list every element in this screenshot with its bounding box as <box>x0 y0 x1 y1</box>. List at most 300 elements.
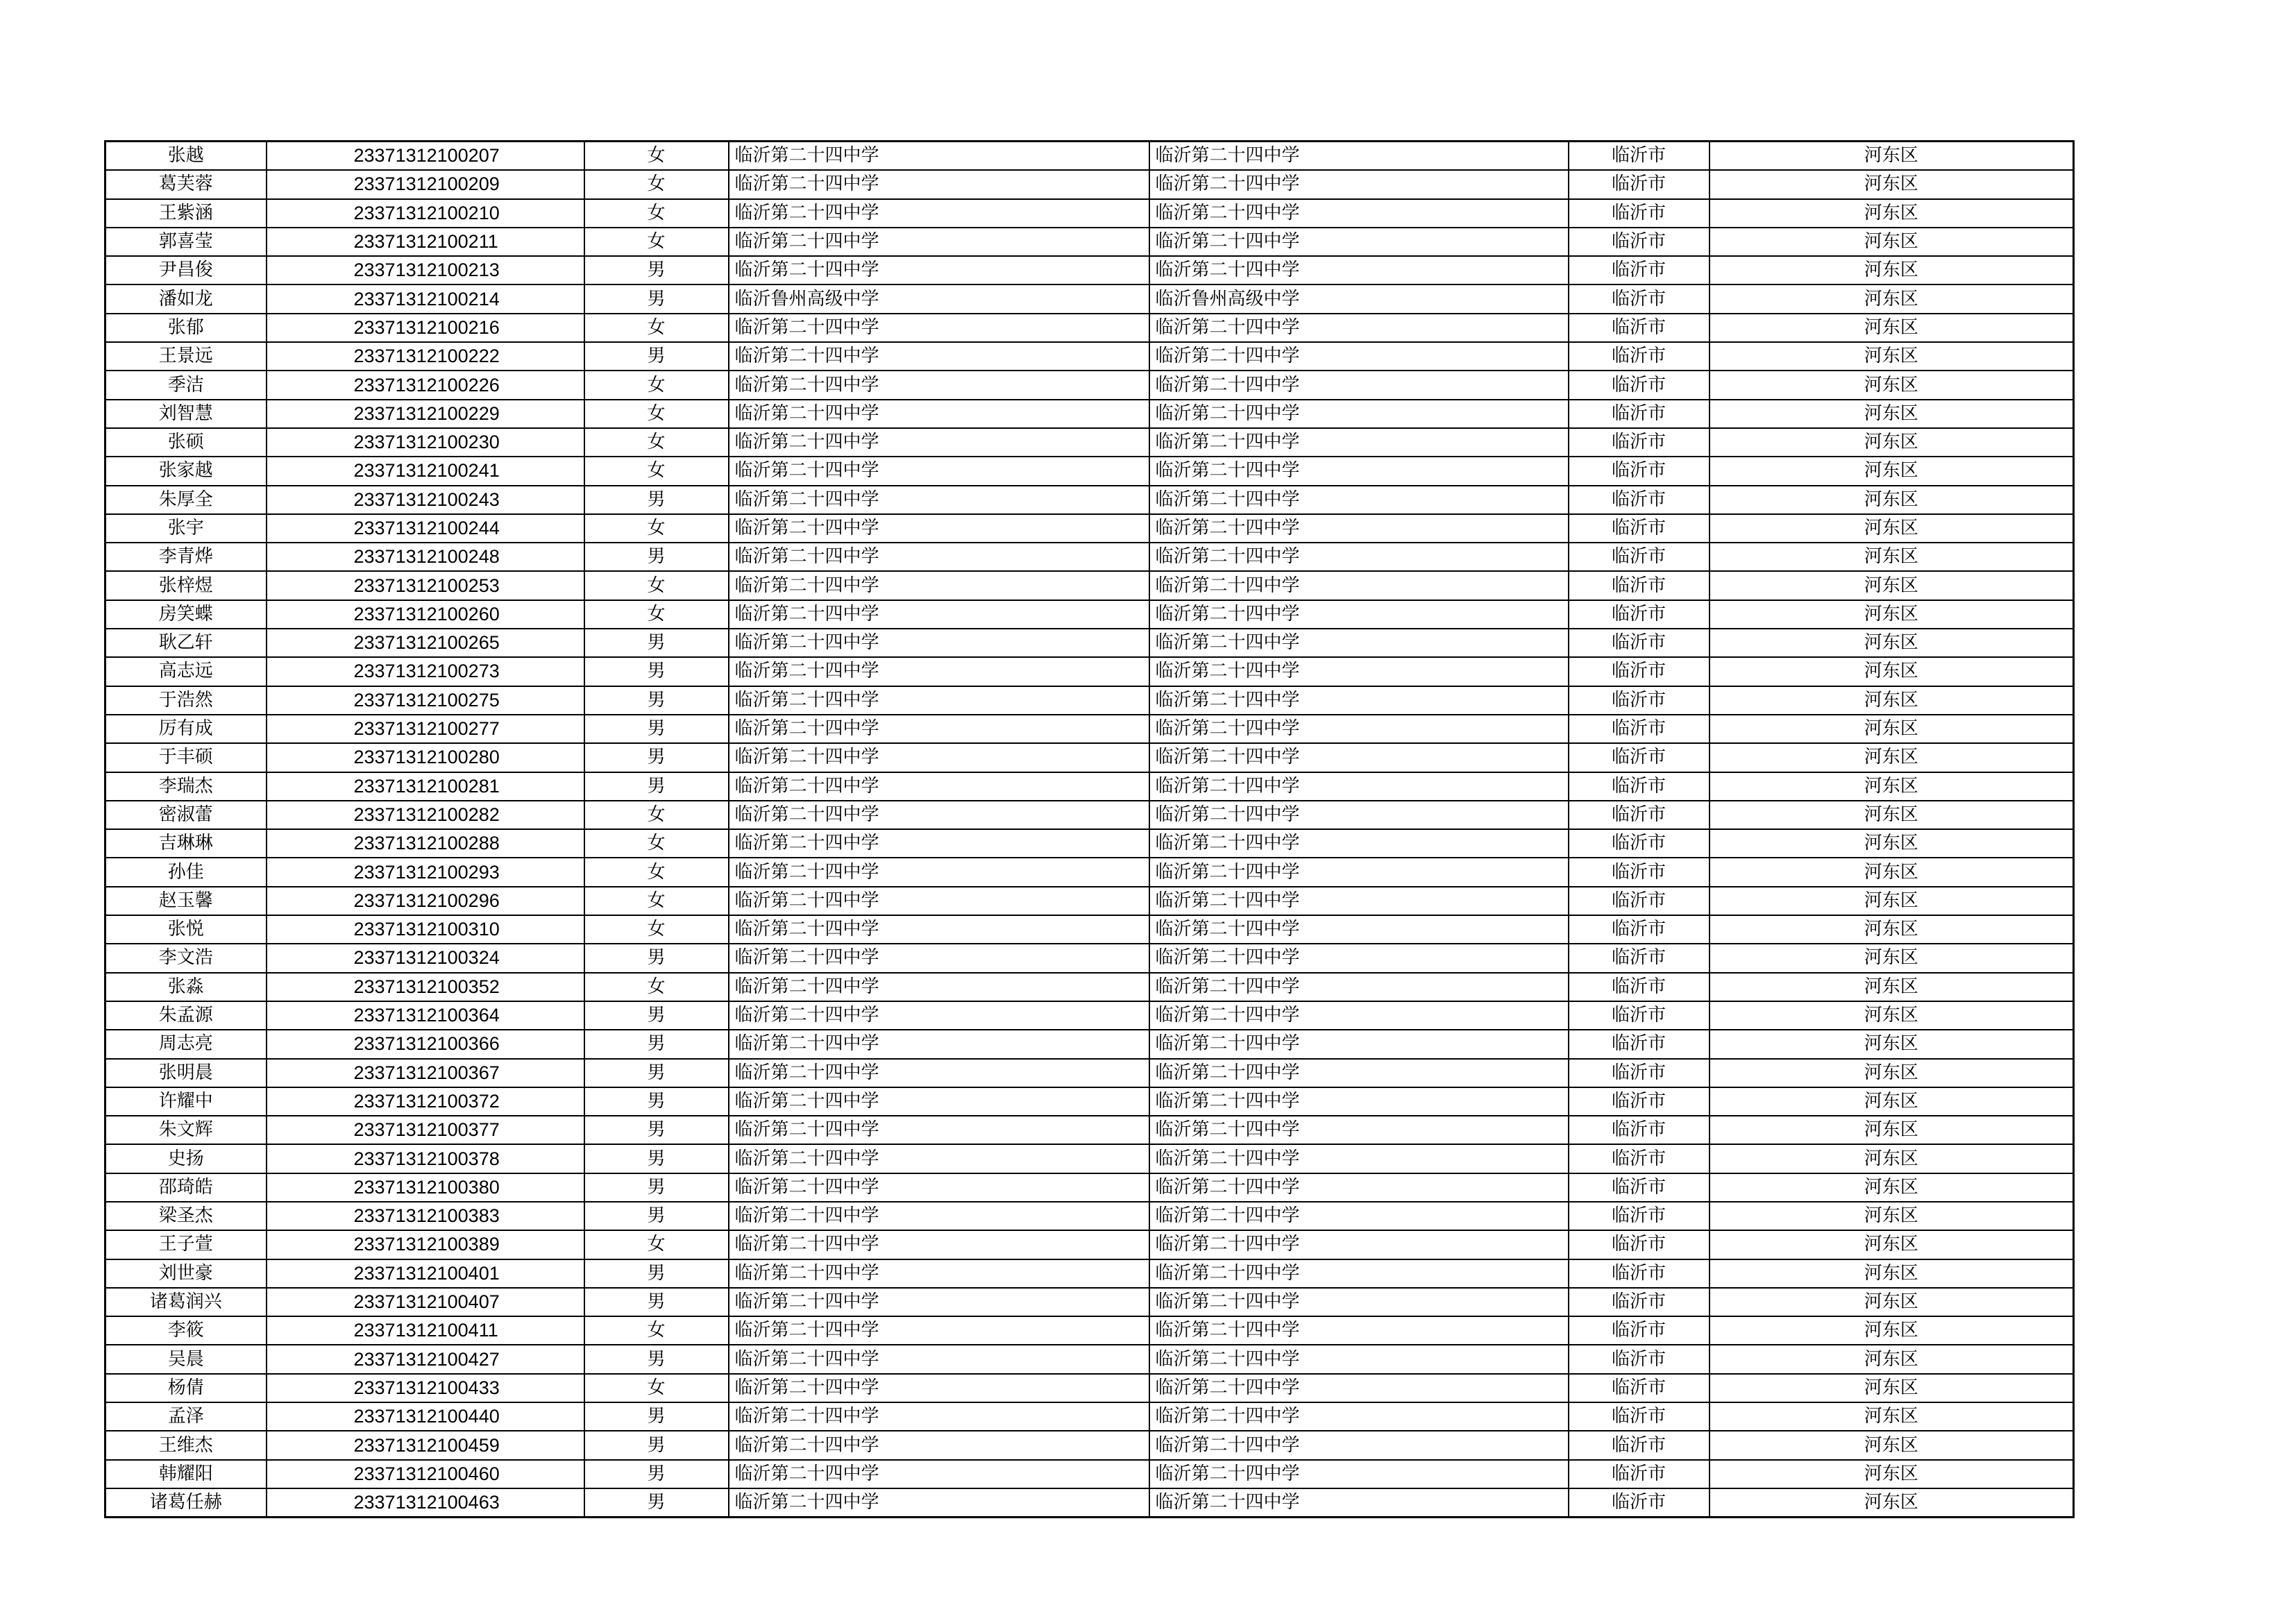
school-cell: 临沂第二十四中学 <box>729 1001 1149 1030</box>
school-secondary-cell: 临沂第二十四中学 <box>1149 944 1569 972</box>
school-secondary-cell: 临沂第二十四中学 <box>1149 973 1569 1001</box>
school-cell: 临沂第二十四中学 <box>729 1345 1149 1373</box>
student-name-cell: 张越 <box>105 142 267 171</box>
student-name-cell: 赵玉馨 <box>105 887 267 915</box>
school-cell: 临沂第二十四中学 <box>729 314 1149 342</box>
district-cell: 河东区 <box>1710 743 2074 772</box>
city-cell: 临沂市 <box>1569 686 1710 715</box>
student-name-cell: 诸葛润兴 <box>105 1288 267 1316</box>
district-cell: 河东区 <box>1710 342 2074 371</box>
city-cell: 临沂市 <box>1569 1116 1710 1144</box>
student-name-cell: 张硕 <box>105 428 267 457</box>
city-cell: 临沂市 <box>1569 887 1710 915</box>
gender-cell: 男 <box>584 342 729 371</box>
school-secondary-cell: 临沂第二十四中学 <box>1149 428 1569 457</box>
school-secondary-cell: 临沂第二十四中学 <box>1149 629 1569 657</box>
school-secondary-cell: 临沂第二十四中学 <box>1149 170 1569 198</box>
student-name-cell: 张明晨 <box>105 1059 267 1087</box>
gender-cell: 男 <box>584 1402 729 1431</box>
student-name-cell: 王维杰 <box>105 1431 267 1459</box>
student-name-cell: 张悦 <box>105 915 267 944</box>
exam-id-cell: 23371312100310 <box>267 915 584 944</box>
school-secondary-cell: 临沂鲁州高级中学 <box>1149 284 1569 313</box>
district-cell: 河东区 <box>1710 1059 2074 1087</box>
school-secondary-cell: 临沂第二十四中学 <box>1149 858 1569 886</box>
gender-cell: 男 <box>584 256 729 284</box>
exam-id-cell: 23371312100248 <box>267 543 584 571</box>
district-cell: 河东区 <box>1710 428 2074 457</box>
school-cell: 临沂第二十四中学 <box>729 686 1149 715</box>
gender-cell: 女 <box>584 314 729 342</box>
city-cell: 临沂市 <box>1569 1374 1710 1402</box>
student-name-cell: 房笑蝶 <box>105 600 267 629</box>
exam-id-cell: 23371312100222 <box>267 342 584 371</box>
table-row <box>105 1030 2074 1058</box>
city-cell: 临沂市 <box>1569 1230 1710 1259</box>
city-cell: 临沂市 <box>1569 1173 1710 1202</box>
exam-id-cell: 23371312100352 <box>267 973 584 1001</box>
exam-id-cell: 23371312100282 <box>267 801 584 829</box>
school-secondary-cell: 临沂第二十四中学 <box>1149 829 1569 858</box>
table-row <box>105 1087 2074 1116</box>
student-name-cell: 季洁 <box>105 371 267 399</box>
school-secondary-cell: 临沂第二十四中学 <box>1149 1345 1569 1373</box>
school-cell: 临沂第二十四中学 <box>729 571 1149 600</box>
school-cell: 临沂第二十四中学 <box>729 400 1149 428</box>
district-cell: 河东区 <box>1710 284 2074 313</box>
student-name-cell: 耿乙轩 <box>105 629 267 657</box>
school-secondary-cell: 临沂第二十四中学 <box>1149 657 1569 686</box>
exam-id-cell: 23371312100463 <box>267 1488 584 1518</box>
exam-id-cell: 23371312100241 <box>267 457 584 485</box>
district-cell: 河东区 <box>1710 1460 2074 1488</box>
gender-cell: 女 <box>584 228 729 256</box>
district-cell: 河东区 <box>1710 1030 2074 1058</box>
district-cell: 河东区 <box>1710 829 2074 858</box>
city-cell: 临沂市 <box>1569 1087 1710 1116</box>
district-cell: 河东区 <box>1710 772 2074 801</box>
exam-id-cell: 23371312100226 <box>267 371 584 399</box>
school-secondary-cell: 临沂第二十四中学 <box>1149 371 1569 399</box>
district-cell: 河东区 <box>1710 801 2074 829</box>
gender-cell: 男 <box>584 629 729 657</box>
student-name-cell: 朱文辉 <box>105 1116 267 1144</box>
school-secondary-cell: 临沂第二十四中学 <box>1149 801 1569 829</box>
gender-cell: 男 <box>584 1173 729 1202</box>
school-secondary-cell: 临沂第二十四中学 <box>1149 342 1569 371</box>
district-cell: 河东区 <box>1710 1488 2074 1518</box>
school-cell: 临沂鲁州高级中学 <box>729 284 1149 313</box>
district-cell: 河东区 <box>1710 657 2074 686</box>
district-cell: 河东区 <box>1710 1374 2074 1402</box>
gender-cell: 男 <box>584 657 729 686</box>
gender-cell: 男 <box>584 1001 729 1030</box>
city-cell: 临沂市 <box>1569 915 1710 944</box>
school-cell: 临沂第二十四中学 <box>729 428 1149 457</box>
school-cell: 临沂第二十四中学 <box>729 1230 1149 1259</box>
school-secondary-cell: 临沂第二十四中学 <box>1149 256 1569 284</box>
exam-id-cell: 23371312100244 <box>267 514 584 543</box>
city-cell: 临沂市 <box>1569 1144 1710 1173</box>
gender-cell: 男 <box>584 1116 729 1144</box>
school-secondary-cell: 临沂第二十四中学 <box>1149 1460 1569 1488</box>
gender-cell: 女 <box>584 1316 729 1345</box>
district-cell: 河东区 <box>1710 1402 2074 1431</box>
table-row <box>105 600 2074 629</box>
school-secondary-cell: 临沂第二十四中学 <box>1149 457 1569 485</box>
school-cell: 临沂第二十四中学 <box>729 228 1149 256</box>
school-secondary-cell: 临沂第二十四中学 <box>1149 1059 1569 1087</box>
city-cell: 临沂市 <box>1569 284 1710 313</box>
table-row <box>105 199 2074 228</box>
school-secondary-cell: 临沂第二十四中学 <box>1149 314 1569 342</box>
district-cell: 河东区 <box>1710 1288 2074 1316</box>
student-name-cell: 许耀中 <box>105 1087 267 1116</box>
school-cell: 临沂第二十四中学 <box>729 256 1149 284</box>
student-name-cell: 梁圣杰 <box>105 1202 267 1230</box>
exam-id-cell: 23371312100380 <box>267 1173 584 1202</box>
gender-cell: 男 <box>584 686 729 715</box>
school-secondary-cell: 临沂第二十四中学 <box>1149 686 1569 715</box>
gender-cell: 女 <box>584 829 729 858</box>
district-cell: 河东区 <box>1710 571 2074 600</box>
city-cell: 临沂市 <box>1569 400 1710 428</box>
table-row <box>105 973 2074 1001</box>
gender-cell: 男 <box>584 1431 729 1459</box>
school-secondary-cell: 临沂第二十四中学 <box>1149 1374 1569 1402</box>
gender-cell: 女 <box>584 514 729 543</box>
gender-cell: 女 <box>584 199 729 228</box>
table-row <box>105 1374 2074 1402</box>
school-cell: 临沂第二十四中学 <box>729 1402 1149 1431</box>
city-cell: 临沂市 <box>1569 199 1710 228</box>
gender-cell: 女 <box>584 600 729 629</box>
school-cell: 临沂第二十四中学 <box>729 486 1149 514</box>
table-row <box>105 142 2074 171</box>
table-row <box>105 801 2074 829</box>
exam-id-cell: 23371312100411 <box>267 1316 584 1345</box>
district-cell: 河东区 <box>1710 944 2074 972</box>
gender-cell: 女 <box>584 1230 729 1259</box>
district-cell: 河东区 <box>1710 973 2074 1001</box>
school-cell: 临沂第二十四中学 <box>729 1144 1149 1173</box>
city-cell: 临沂市 <box>1569 973 1710 1001</box>
table-row <box>105 284 2074 313</box>
city-cell: 临沂市 <box>1569 1431 1710 1459</box>
school-secondary-cell: 临沂第二十四中学 <box>1149 514 1569 543</box>
school-cell: 临沂第二十四中学 <box>729 887 1149 915</box>
table-row <box>105 514 2074 543</box>
student-name-cell: 周志亮 <box>105 1030 267 1058</box>
student-name-cell: 郭喜莹 <box>105 228 267 256</box>
student-name-cell: 厉有成 <box>105 715 267 743</box>
gender-cell: 女 <box>584 887 729 915</box>
city-cell: 临沂市 <box>1569 457 1710 485</box>
gender-cell: 男 <box>584 1288 729 1316</box>
exam-id-cell: 23371312100366 <box>267 1030 584 1058</box>
city-cell: 临沂市 <box>1569 1402 1710 1431</box>
school-secondary-cell: 临沂第二十四中学 <box>1149 1316 1569 1345</box>
student-table <box>104 140 2075 1518</box>
city-cell: 临沂市 <box>1569 428 1710 457</box>
exam-id-cell: 23371312100389 <box>267 1230 584 1259</box>
exam-id-cell: 23371312100296 <box>267 887 584 915</box>
city-cell: 临沂市 <box>1569 314 1710 342</box>
school-cell: 临沂第二十四中学 <box>729 1030 1149 1058</box>
school-cell: 临沂第二十四中学 <box>729 514 1149 543</box>
table-row <box>105 342 2074 371</box>
school-cell: 临沂第二十四中学 <box>729 944 1149 972</box>
gender-cell: 女 <box>584 170 729 198</box>
table-row <box>105 887 2074 915</box>
gender-cell: 女 <box>584 973 729 1001</box>
district-cell: 河东区 <box>1710 228 2074 256</box>
student-name-cell: 张淼 <box>105 973 267 1001</box>
city-cell: 临沂市 <box>1569 858 1710 886</box>
exam-id-cell: 23371312100372 <box>267 1087 584 1116</box>
table-row <box>105 1173 2074 1202</box>
city-cell: 临沂市 <box>1569 142 1710 171</box>
school-cell: 临沂第二十四中学 <box>729 457 1149 485</box>
exam-id-cell: 23371312100273 <box>267 657 584 686</box>
table-row <box>105 1345 2074 1373</box>
city-cell: 临沂市 <box>1569 1259 1710 1288</box>
table-row <box>105 1259 2074 1288</box>
gender-cell: 女 <box>584 858 729 886</box>
student-name-cell: 潘如龙 <box>105 284 267 313</box>
gender-cell: 女 <box>584 571 729 600</box>
city-cell: 临沂市 <box>1569 715 1710 743</box>
district-cell: 河东区 <box>1710 486 2074 514</box>
school-secondary-cell: 临沂第二十四中学 <box>1149 1288 1569 1316</box>
student-name-cell: 史扬 <box>105 1144 267 1173</box>
student-name-cell: 张梓煜 <box>105 571 267 600</box>
school-secondary-cell: 临沂第二十四中学 <box>1149 1259 1569 1288</box>
city-cell: 临沂市 <box>1569 600 1710 629</box>
table-row <box>105 1316 2074 1345</box>
district-cell: 河东区 <box>1710 600 2074 629</box>
table-row <box>105 1460 2074 1488</box>
district-cell: 河东区 <box>1710 314 2074 342</box>
school-cell: 临沂第二十四中学 <box>729 342 1149 371</box>
school-cell: 临沂第二十四中学 <box>729 657 1149 686</box>
school-secondary-cell: 临沂第二十四中学 <box>1149 571 1569 600</box>
table-row <box>105 1402 2074 1431</box>
district-cell: 河东区 <box>1710 199 2074 228</box>
school-cell: 临沂第二十四中学 <box>729 1374 1149 1402</box>
student-name-cell: 刘智慧 <box>105 400 267 428</box>
school-secondary-cell: 临沂第二十四中学 <box>1149 543 1569 571</box>
student-name-cell: 韩耀阳 <box>105 1460 267 1488</box>
exam-id-cell: 23371312100243 <box>267 486 584 514</box>
exam-id-cell: 23371312100214 <box>267 284 584 313</box>
student-name-cell: 尹昌俊 <box>105 256 267 284</box>
city-cell: 临沂市 <box>1569 571 1710 600</box>
city-cell: 临沂市 <box>1569 801 1710 829</box>
exam-id-cell: 23371312100265 <box>267 629 584 657</box>
student-name-cell: 李筱 <box>105 1316 267 1345</box>
gender-cell: 男 <box>584 1144 729 1173</box>
district-cell: 河东区 <box>1710 170 2074 198</box>
school-secondary-cell: 临沂第二十四中学 <box>1149 743 1569 772</box>
exam-id-cell: 23371312100440 <box>267 1402 584 1431</box>
table-row <box>105 772 2074 801</box>
gender-cell: 男 <box>584 772 729 801</box>
city-cell: 临沂市 <box>1569 170 1710 198</box>
student-name-cell: 吉琳琳 <box>105 829 267 858</box>
city-cell: 临沂市 <box>1569 342 1710 371</box>
school-secondary-cell: 临沂第二十四中学 <box>1149 600 1569 629</box>
school-secondary-cell: 临沂第二十四中学 <box>1149 199 1569 228</box>
exam-id-cell: 23371312100230 <box>267 428 584 457</box>
district-cell: 河东区 <box>1710 1202 2074 1230</box>
table-row <box>105 170 2074 198</box>
school-cell: 临沂第二十四中学 <box>729 772 1149 801</box>
school-cell: 临沂第二十四中学 <box>729 1087 1149 1116</box>
city-cell: 临沂市 <box>1569 1316 1710 1345</box>
exam-id-cell: 23371312100427 <box>267 1345 584 1373</box>
city-cell: 临沂市 <box>1569 256 1710 284</box>
gender-cell: 男 <box>584 715 729 743</box>
gender-cell: 女 <box>584 371 729 399</box>
school-secondary-cell: 临沂第二十四中学 <box>1149 1402 1569 1431</box>
student-name-cell: 张家越 <box>105 457 267 485</box>
school-cell: 临沂第二十四中学 <box>729 973 1149 1001</box>
table-row <box>105 1144 2074 1173</box>
exam-id-cell: 23371312100229 <box>267 400 584 428</box>
exam-id-cell: 23371312100407 <box>267 1288 584 1316</box>
exam-id-cell: 23371312100378 <box>267 1144 584 1173</box>
table-row <box>105 944 2074 972</box>
gender-cell: 男 <box>584 944 729 972</box>
school-cell: 临沂第二十四中学 <box>729 1202 1149 1230</box>
school-secondary-cell: 临沂第二十四中学 <box>1149 1144 1569 1173</box>
exam-id-cell: 23371312100277 <box>267 715 584 743</box>
district-cell: 河东区 <box>1710 887 2074 915</box>
district-cell: 河东区 <box>1710 1087 2074 1116</box>
student-name-cell: 李瑞杰 <box>105 772 267 801</box>
district-cell: 河东区 <box>1710 400 2074 428</box>
table-row <box>105 686 2074 715</box>
table-row <box>105 1116 2074 1144</box>
school-cell: 临沂第二十四中学 <box>729 199 1149 228</box>
table-row <box>105 743 2074 772</box>
gender-cell: 女 <box>584 400 729 428</box>
student-name-cell: 王紫涵 <box>105 199 267 228</box>
gender-cell: 女 <box>584 801 729 829</box>
student-table-body <box>105 142 2074 1518</box>
school-cell: 临沂第二十四中学 <box>729 1173 1149 1202</box>
district-cell: 河东区 <box>1710 1144 2074 1173</box>
district-cell: 河东区 <box>1710 686 2074 715</box>
student-name-cell: 高志远 <box>105 657 267 686</box>
district-cell: 河东区 <box>1710 629 2074 657</box>
student-name-cell: 孙佳 <box>105 858 267 886</box>
exam-id-cell: 23371312100260 <box>267 600 584 629</box>
student-name-cell: 密淑蕾 <box>105 801 267 829</box>
gender-cell: 女 <box>584 915 729 944</box>
city-cell: 临沂市 <box>1569 1059 1710 1087</box>
exam-id-cell: 23371312100280 <box>267 743 584 772</box>
gender-cell: 男 <box>584 1202 729 1230</box>
district-cell: 河东区 <box>1710 1116 2074 1144</box>
student-name-cell: 孟泽 <box>105 1402 267 1431</box>
student-name-cell: 朱厚全 <box>105 486 267 514</box>
student-name-cell: 王景远 <box>105 342 267 371</box>
district-cell: 河东区 <box>1710 1230 2074 1259</box>
student-name-cell: 朱孟源 <box>105 1001 267 1030</box>
school-cell: 临沂第二十四中学 <box>729 715 1149 743</box>
table-row <box>105 1431 2074 1459</box>
school-secondary-cell: 临沂第二十四中学 <box>1149 1431 1569 1459</box>
exam-id-cell: 23371312100367 <box>267 1059 584 1087</box>
gender-cell: 男 <box>584 1259 729 1288</box>
city-cell: 临沂市 <box>1569 629 1710 657</box>
district-cell: 河东区 <box>1710 915 2074 944</box>
district-cell: 河东区 <box>1710 543 2074 571</box>
school-cell: 临沂第二十四中学 <box>729 1259 1149 1288</box>
gender-cell: 男 <box>584 284 729 313</box>
city-cell: 临沂市 <box>1569 944 1710 972</box>
gender-cell: 男 <box>584 1030 729 1058</box>
exam-id-cell: 23371312100401 <box>267 1259 584 1288</box>
district-cell: 河东区 <box>1710 1001 2074 1030</box>
gender-cell: 男 <box>584 1460 729 1488</box>
school-cell: 临沂第二十四中学 <box>729 142 1149 171</box>
table-row <box>105 657 2074 686</box>
student-name-cell: 吴晨 <box>105 1345 267 1373</box>
city-cell: 临沂市 <box>1569 1030 1710 1058</box>
school-secondary-cell: 临沂第二十四中学 <box>1149 228 1569 256</box>
city-cell: 临沂市 <box>1569 772 1710 801</box>
table-row <box>105 915 2074 944</box>
district-cell: 河东区 <box>1710 858 2074 886</box>
gender-cell: 男 <box>584 1345 729 1373</box>
city-cell: 临沂市 <box>1569 1460 1710 1488</box>
school-cell: 临沂第二十四中学 <box>729 1460 1149 1488</box>
school-cell: 临沂第二十四中学 <box>729 743 1149 772</box>
table-row <box>105 829 2074 858</box>
school-secondary-cell: 临沂第二十四中学 <box>1149 715 1569 743</box>
exam-id-cell: 23371312100459 <box>267 1431 584 1459</box>
school-cell: 临沂第二十四中学 <box>729 629 1149 657</box>
school-secondary-cell: 临沂第二十四中学 <box>1149 915 1569 944</box>
table-row <box>105 371 2074 399</box>
student-name-cell: 邵琦皓 <box>105 1173 267 1202</box>
city-cell: 临沂市 <box>1569 1288 1710 1316</box>
city-cell: 临沂市 <box>1569 1488 1710 1518</box>
city-cell: 临沂市 <box>1569 1202 1710 1230</box>
district-cell: 河东区 <box>1710 1173 2074 1202</box>
school-cell: 临沂第二十四中学 <box>729 1316 1149 1345</box>
exam-id-cell: 23371312100281 <box>267 772 584 801</box>
table-row <box>105 715 2074 743</box>
gender-cell: 男 <box>584 1087 729 1116</box>
student-name-cell: 刘世豪 <box>105 1259 267 1288</box>
school-cell: 临沂第二十四中学 <box>729 829 1149 858</box>
table-row <box>105 314 2074 342</box>
school-secondary-cell: 临沂第二十四中学 <box>1149 486 1569 514</box>
gender-cell: 女 <box>584 142 729 171</box>
exam-id-cell: 23371312100211 <box>267 228 584 256</box>
exam-id-cell: 23371312100210 <box>267 199 584 228</box>
city-cell: 临沂市 <box>1569 514 1710 543</box>
school-secondary-cell: 临沂第二十四中学 <box>1149 1488 1569 1518</box>
district-cell: 河东区 <box>1710 1345 2074 1373</box>
school-cell: 临沂第二十四中学 <box>729 170 1149 198</box>
city-cell: 临沂市 <box>1569 743 1710 772</box>
exam-id-cell: 23371312100216 <box>267 314 584 342</box>
